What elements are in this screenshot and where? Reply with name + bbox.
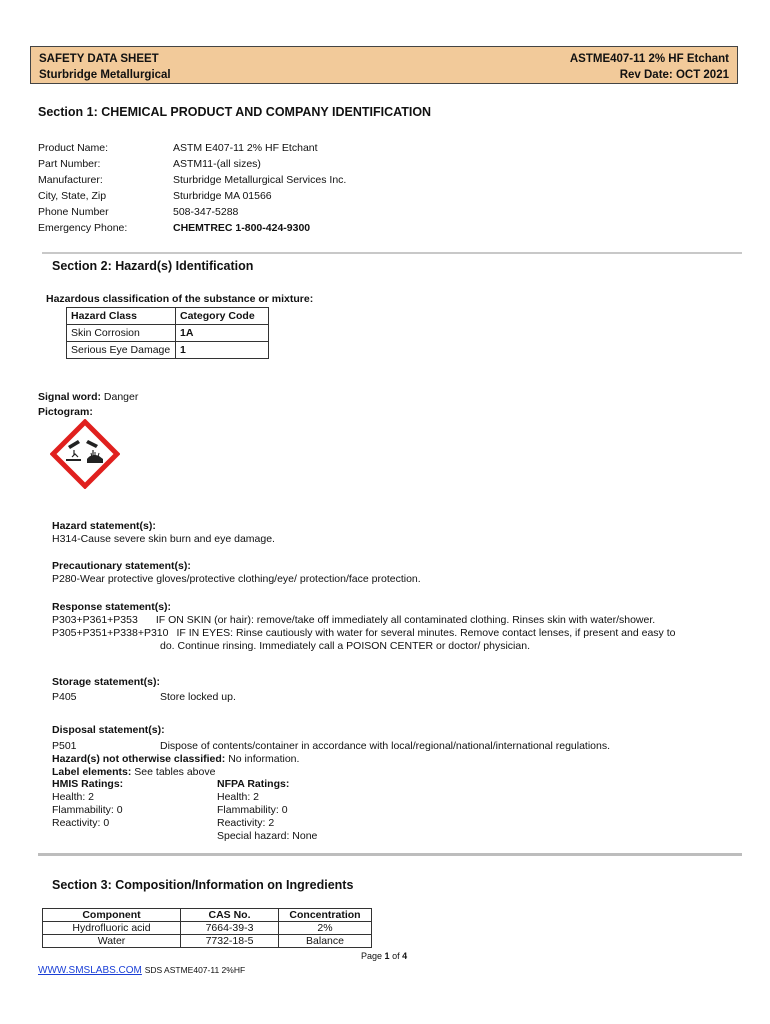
page-total: 4 [402,951,408,961]
column-header: Hazard Class [67,308,176,325]
document-header [30,46,738,84]
hazard-statements [52,520,275,546]
hmis-rating: Health: 2 [52,791,95,803]
label-elements-label: Label elements: [52,766,132,778]
emergency-phone: CHEMTREC 1-800-424-9300 [173,222,311,234]
doc-reference: SDS ASTME407-11 2%HF [144,965,246,975]
nfpa-rating: Special hazard: None [217,830,318,842]
hazard-class-cell: Serious Eye Damage [67,342,176,359]
section1-title: Section 1: CHEMICAL PRODUCT AND COMPANY IDENTIFICATION [38,105,432,119]
storage-heading: Storage statement(s): [52,676,160,688]
concentration-cell: 2% [279,922,372,935]
field-label: City, State, Zip [38,190,107,202]
category-code-cell: 1A [176,325,269,342]
disposal-text: Dispose of contents/container in accordance with local/regional/national/international regulations. [160,740,611,752]
header-company: Sturbridge Metallurgical [39,69,171,81]
field-row [38,172,346,188]
response-line [52,627,752,640]
response-code: P303+P361+P353 [52,614,138,626]
header-doc-type: SAFETY DATA SHEET [39,53,159,65]
pictogram-label: Pictogram: [38,406,93,418]
cas-cell: 7664-39-3 [181,922,279,935]
field-label: Phone Number [38,206,109,218]
field-row [38,188,346,204]
column-header: Concentration [279,909,372,922]
footer-line [38,965,245,976]
section-divider [42,252,742,254]
label-elements-line [52,766,752,779]
cas-cell: 7732-18-5 [181,935,279,948]
response-statements [52,601,752,653]
corrosion-pictogram-icon [50,419,120,489]
field-label: Product Name: [38,142,109,154]
nfpa-rating: Health: 2 [217,791,260,803]
identification-fields [38,140,346,236]
not-classified-label: Hazard(s) not otherwise classified: [52,753,226,765]
classification-heading: Hazardous classification of the substance or mixture: [46,293,314,305]
signal-word [38,391,138,403]
precautionary-text: P280-Wear protective gloves/protective clothing/eye/ protection/face protection. [52,573,421,585]
precautionary-heading: Precautionary statement(s): [52,560,191,572]
table-row [43,935,372,948]
response-code: P305+P351+P338+P310 [52,627,169,639]
category-code-cell: 1 [176,342,269,359]
page-of: of [392,951,400,961]
component-cell: Water [43,935,181,948]
field-row [38,220,346,236]
concentration-cell: Balance [279,935,372,948]
column-header: CAS No. [181,909,279,922]
hmis-heading: HMIS Ratings: [52,778,124,790]
response-text: IF IN EYES: Rinse cautiously with water for several minutes. Remove contact lenses, if present and easy to [176,627,676,639]
section-divider [38,853,742,856]
page-prefix: Page [361,951,383,961]
component-cell: Hydrofluoric acid [43,922,181,935]
composition-table [42,908,372,948]
hazard-table [66,307,269,359]
storage-statements [52,676,236,704]
field-row [38,140,346,156]
hazard-statement-text: H314-Cause severe skin burn and eye damage. [52,533,275,545]
disposal-heading: Disposal statement(s): [52,724,165,736]
nfpa-rating: Flammability: 0 [217,804,288,816]
section2-title: Section 2: Hazard(s) Identification [52,259,254,273]
header-product: ASTME407-11 2% HF Etchant [569,53,729,65]
header-rev-date: Rev Date: OCT 2021 [619,69,729,81]
nfpa-rating: Reactivity: 2 [217,817,275,829]
table-row [67,325,269,342]
field-value: 508-347-5288 [173,206,239,218]
storage-text: Store locked up. [160,691,236,703]
precautionary-statements [52,560,421,586]
field-label: Manufacturer: [38,174,103,186]
not-classified-value: No information. [228,753,300,765]
disposal-code: P501 [52,740,77,752]
page-number [361,951,407,961]
hmis-rating: Flammability: 0 [52,804,123,816]
hazard-class-cell: Skin Corrosion [67,325,176,342]
response-heading: Response statement(s): [52,601,172,613]
field-value: Sturbridge MA 01566 [173,190,272,202]
table-row [67,342,269,359]
nfpa-ratings [217,778,317,843]
response-text-continued: do. Continue rinsing. Immediately call a POISON CENTER or doctor/ physician. [160,640,530,652]
storage-line [52,691,236,704]
field-label: Part Number: [38,158,101,170]
field-label: Emergency Phone: [38,222,128,234]
hazard-statement-heading: Hazard statement(s): [52,520,156,532]
field-value: ASTM E407-11 2% HF Etchant [173,142,318,154]
signal-word-label: Signal word: [38,391,101,403]
response-text: IF ON SKIN (or hair): remove/take off immediately all contaminated clothing. Rinses skin with water/shower. [155,614,656,626]
column-header: Category Code [176,308,269,325]
field-row [38,204,346,220]
label-elements-value: See tables above [134,766,216,778]
table-row [43,922,372,935]
table-header-row [67,308,269,325]
table-header-row [43,909,372,922]
hmis-rating: Reactivity: 0 [52,817,110,829]
hmis-ratings [52,778,123,830]
field-value: Sturbridge Metallurgical Services Inc. [173,174,347,186]
section3-title: Section 3: Composition/Information on Ingredients [52,878,354,892]
disposal-line [52,740,752,753]
not-classified-line [52,753,752,766]
field-row [38,156,346,172]
disposal-statements [52,724,752,779]
field-value: ASTM11-(all sizes) [173,158,261,170]
website-link[interactable]: WWW.SMSLABS.COM [38,965,142,976]
column-header: Component [43,909,181,922]
storage-code: P405 [52,691,77,703]
nfpa-heading: NFPA Ratings: [217,778,290,790]
page-current: 1 [384,951,390,961]
signal-word-value: Danger [103,391,139,403]
response-line [52,614,752,627]
